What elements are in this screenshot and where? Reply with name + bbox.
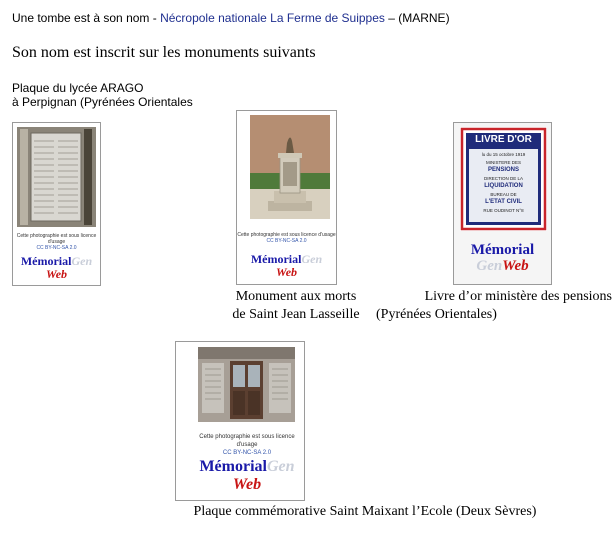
plaque-arago-thumbnail[interactable] [12, 122, 101, 286]
necropole-link[interactable]: Nécropole nationale La Ferme de Suippes [160, 11, 385, 25]
saint-maixant-caption: Plaque commémorative Saint Maixant l’Ecole (Deux Sèvres) [193, 504, 537, 519]
plaque-arago-photo [17, 127, 96, 227]
monument-saint-jean-thumbnail[interactable] [236, 110, 337, 285]
memorialgenweb-logo: MémorialGen Web [20, 254, 93, 281]
monument-license: Cette photographie est sous licence d'usage CC BY-NC-SA 2.0 [237, 232, 336, 244]
memorialgenweb-logo: Mémorial GenWeb [470, 242, 535, 274]
memorialgenweb-logo: MémorialGen Web [250, 252, 323, 279]
plaque-saint-maixant-thumbnail[interactable] [175, 341, 305, 501]
plaque-arago-line1: Plaque du lycée ARAGO [12, 81, 144, 95]
livre-or-sign [460, 127, 547, 231]
saint-maixant-license: Cette photographie est sous licence d'usage CC BY-NC-SA 2.0 [199, 434, 295, 456]
livre-or-sign-text: lu du 15 octobre 1919 MINISTERE DES PENSIONS DIRECTION DE LA LIQUIDATION BUREAU DE L'ETAT CIVIL RUE OUDINOT N°8 [481, 152, 526, 213]
burial-info-line [12, 11, 450, 25]
plaque-arago-line2: à Perpignan (Pyrénées Orientales [12, 95, 193, 109]
saint-maixant-photo [198, 347, 295, 422]
plaque-arago-caption [12, 81, 193, 109]
burial-info-suffix: – (MARNE) [384, 11, 450, 25]
monuments-heading: Son nom est inscrit sur les monuments suivants [12, 44, 316, 61]
livre-or-title: LIVRE D'OR [475, 134, 532, 145]
memorialgenweb-logo: MémorialGen Web [199, 458, 295, 493]
monument-caption: Monument aux morts de Saint Jean Lasseille [232, 289, 360, 322]
plaque-arago-license: Cette photographie est sous licence d'usage CC BY-NC-SA 2.0 [16, 233, 97, 251]
livre-or-caption: Livre d’or ministère des pensions (Pyrénées Orientales) [376, 289, 612, 322]
monument-photo [250, 115, 330, 219]
livre-or-thumbnail[interactable] [453, 122, 552, 285]
burial-info-prefix: Une tombe est à son nom - [12, 11, 161, 25]
